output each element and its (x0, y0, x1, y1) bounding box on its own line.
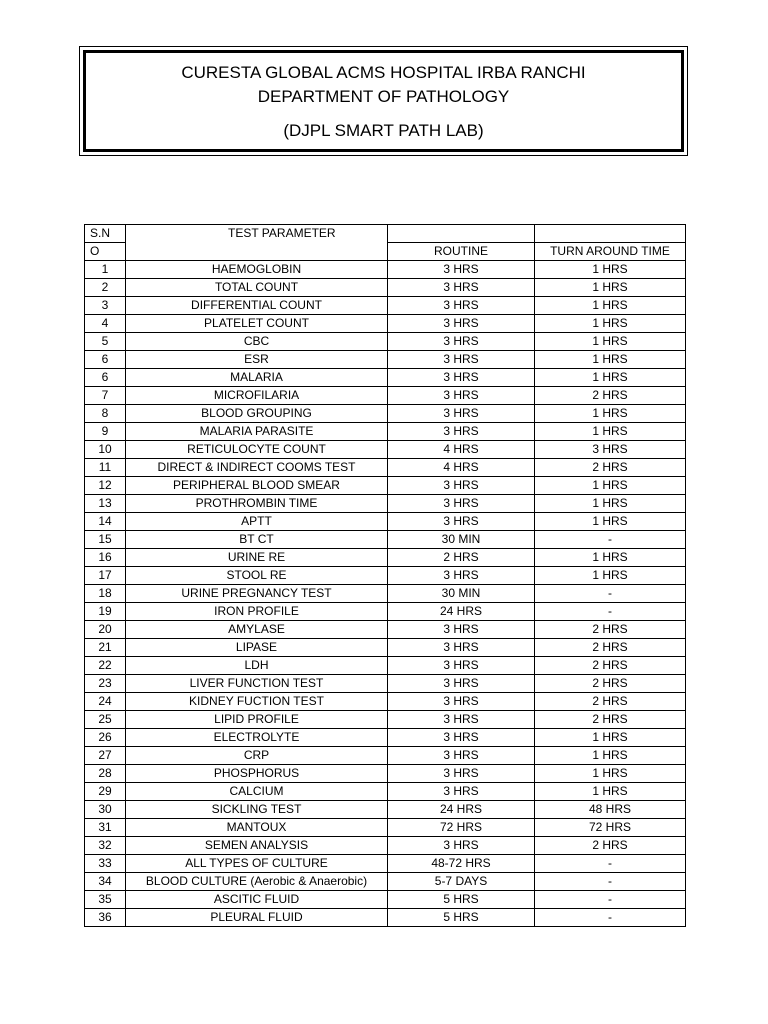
test-name-cell: APTT (126, 513, 388, 531)
serial-number-cell: 7 (85, 387, 126, 405)
serial-number-cell: 21 (85, 639, 126, 657)
turnaround-time-cell: - (535, 873, 686, 891)
test-name-cell: CRP (126, 747, 388, 765)
table-row (85, 459, 686, 477)
turnaround-time-cell: 1 HRS (535, 315, 686, 333)
table-row (85, 693, 686, 711)
serial-number-cell: 9 (85, 423, 126, 441)
turnaround-time-cell: 1 HRS (535, 729, 686, 747)
serial-number-cell: 34 (85, 873, 126, 891)
test-name-cell: MANTOUX (126, 819, 388, 837)
turnaround-time-cell: 1 HRS (535, 261, 686, 279)
test-name-cell: DIRECT & INDIRECT COOMS TEST (126, 459, 388, 477)
test-name-cell: LIPASE (126, 639, 388, 657)
table-row (85, 747, 686, 765)
serial-number-cell: 6 (85, 351, 126, 369)
routine-header: ROUTINE (388, 243, 535, 261)
routine-time-cell: 3 HRS (388, 837, 535, 855)
routine-time-cell: 48-72 HRS (388, 855, 535, 873)
routine-time-cell: 3 HRS (388, 657, 535, 675)
routine-time-cell: 30 MIN (388, 531, 535, 549)
turnaround-time-cell: 2 HRS (535, 657, 686, 675)
table-row (85, 675, 686, 693)
serial-number-cell: 24 (85, 693, 126, 711)
test-name-cell: PLEURAL FLUID (126, 909, 388, 927)
table-row (85, 801, 686, 819)
hospital-name: CURESTA GLOBAL ACMS HOSPITAL IRBA RANCHI (181, 63, 586, 82)
serial-number-cell: 1 (85, 261, 126, 279)
routine-time-cell: 3 HRS (388, 639, 535, 657)
table-row (85, 495, 686, 513)
table-row (85, 909, 686, 927)
table-row (85, 855, 686, 873)
turnaround-time-cell: 48 HRS (535, 801, 686, 819)
turnaround-time-cell: 1 HRS (535, 405, 686, 423)
table-row (85, 891, 686, 909)
routine-time-cell: 4 HRS (388, 441, 535, 459)
test-name-cell: SEMEN ANALYSIS (126, 837, 388, 855)
turnaround-time-cell: 1 HRS (535, 423, 686, 441)
table-row (85, 531, 686, 549)
serial-number-cell: 11 (85, 459, 126, 477)
serial-number-cell: 3 (85, 297, 126, 315)
test-name-cell: DIFFERENTIAL COUNT (126, 297, 388, 315)
serial-number-cell: 23 (85, 675, 126, 693)
table-row (85, 765, 686, 783)
table-body (85, 225, 686, 927)
turnaround-time-cell: 2 HRS (535, 387, 686, 405)
test-name-cell: BLOOD GROUPING (126, 405, 388, 423)
test-name-cell: URINE RE (126, 549, 388, 567)
test-name-cell: PLATELET COUNT (126, 315, 388, 333)
turnaround-time-cell: 1 HRS (535, 351, 686, 369)
turnaround-time-cell: 72 HRS (535, 819, 686, 837)
routine-time-cell: 3 HRS (388, 729, 535, 747)
serial-number-cell: 22 (85, 657, 126, 675)
turnaround-time-cell: 1 HRS (535, 495, 686, 513)
serial-number-cell: 35 (85, 891, 126, 909)
turnaround-time-cell: 2 HRS (535, 459, 686, 477)
serial-number-cell: 32 (85, 837, 126, 855)
test-name-cell: KIDNEY FUCTION TEST (126, 693, 388, 711)
serial-number-cell: 15 (85, 531, 126, 549)
table-row (85, 423, 686, 441)
serial-number-cell: 31 (85, 819, 126, 837)
routine-time-cell: 3 HRS (388, 423, 535, 441)
turnaround-time-cell: - (535, 909, 686, 927)
routine-time-cell: 3 HRS (388, 297, 535, 315)
routine-time-cell: 3 HRS (388, 261, 535, 279)
table-row (85, 261, 686, 279)
routine-time-cell: 5 HRS (388, 891, 535, 909)
turnaround-time-cell: 2 HRS (535, 621, 686, 639)
turnaround-time-cell: 2 HRS (535, 639, 686, 657)
serial-number-cell: 29 (85, 783, 126, 801)
table-row (85, 783, 686, 801)
header-inner-border (83, 50, 684, 152)
serial-number-cell: 10 (85, 441, 126, 459)
serial-number-cell: 18 (85, 585, 126, 603)
turnaround-time-cell: - (535, 585, 686, 603)
table-row (85, 279, 686, 297)
serial-number-cell: 19 (85, 603, 126, 621)
serial-number-cell: 5 (85, 333, 126, 351)
turnaround-time-cell: - (535, 891, 686, 909)
table-row (85, 405, 686, 423)
turnaround-time-cell: 1 HRS (535, 333, 686, 351)
lab-name: (DJPL SMART PATH LAB) (283, 121, 484, 140)
sno-header-part2: O (85, 243, 126, 261)
serial-number-cell: 14 (85, 513, 126, 531)
header-row-top (85, 225, 686, 243)
test-name-cell: MALARIA (126, 369, 388, 387)
turnaround-time-table (84, 224, 686, 927)
test-name-cell: LDH (126, 657, 388, 675)
turnaround-time-cell: 1 HRS (535, 477, 686, 495)
table-row (85, 477, 686, 495)
serial-number-cell: 28 (85, 765, 126, 783)
table-row (85, 837, 686, 855)
test-name-cell: IRON PROFILE (126, 603, 388, 621)
turnaround-time-cell: 1 HRS (535, 369, 686, 387)
table-row (85, 873, 686, 891)
routine-time-cell: 3 HRS (388, 765, 535, 783)
routine-time-cell: 3 HRS (388, 387, 535, 405)
table-row (85, 585, 686, 603)
test-name-cell: MICROFILARIA (126, 387, 388, 405)
turnaround-time-cell: 1 HRS (535, 765, 686, 783)
test-name-cell: STOOL RE (126, 567, 388, 585)
table-row (85, 729, 686, 747)
serial-number-cell: 4 (85, 315, 126, 333)
table-row (85, 351, 686, 369)
turnaround-time-cell: 2 HRS (535, 675, 686, 693)
routine-time-cell: 3 HRS (388, 693, 535, 711)
test-name-cell: BT CT (126, 531, 388, 549)
test-name-cell: SICKLING TEST (126, 801, 388, 819)
routine-time-cell: 24 HRS (388, 603, 535, 621)
serial-number-cell: 25 (85, 711, 126, 729)
routine-time-cell: 3 HRS (388, 675, 535, 693)
serial-number-cell: 20 (85, 621, 126, 639)
test-name-cell: ESR (126, 351, 388, 369)
turnaround-time-cell: - (535, 855, 686, 873)
serial-number-cell: 6 (85, 369, 126, 387)
turnaround-time-cell: 1 HRS (535, 783, 686, 801)
routine-time-cell: 24 HRS (388, 801, 535, 819)
test-name-cell: AMYLASE (126, 621, 388, 639)
turnaround-time-cell: - (535, 531, 686, 549)
table-row (85, 513, 686, 531)
serial-number-cell: 30 (85, 801, 126, 819)
table-row (85, 441, 686, 459)
header-box (79, 46, 688, 156)
turnaround-time-cell: 2 HRS (535, 693, 686, 711)
serial-number-cell: 27 (85, 747, 126, 765)
routine-time-cell: 30 MIN (388, 585, 535, 603)
serial-number-cell: 16 (85, 549, 126, 567)
serial-number-cell: 26 (85, 729, 126, 747)
table-row (85, 603, 686, 621)
turn-around-time-header: TURN AROUND TIME (535, 243, 686, 261)
table-row (85, 549, 686, 567)
test-name-cell: TOTAL COUNT (126, 279, 388, 297)
table-row (85, 333, 686, 351)
routine-time-cell: 3 HRS (388, 477, 535, 495)
test-name-cell: PHOSPHORUS (126, 765, 388, 783)
routine-time-cell: 3 HRS (388, 369, 535, 387)
test-name-cell: MALARIA PARASITE (126, 423, 388, 441)
serial-number-cell: 36 (85, 909, 126, 927)
routine-time-cell: 72 HRS (388, 819, 535, 837)
serial-number-cell: 13 (85, 495, 126, 513)
test-name-cell: ASCITIC FLUID (126, 891, 388, 909)
routine-time-cell: 4 HRS (388, 459, 535, 477)
routine-time-cell: 3 HRS (388, 279, 535, 297)
table-row (85, 639, 686, 657)
turnaround-time-cell: 2 HRS (535, 837, 686, 855)
table-row (85, 819, 686, 837)
turnaround-time-cell: 1 HRS (535, 747, 686, 765)
serial-number-cell: 12 (85, 477, 126, 495)
routine-time-cell: 3 HRS (388, 783, 535, 801)
table-row (85, 621, 686, 639)
test-name-cell: PROTHROMBIN TIME (126, 495, 388, 513)
routine-time-cell: 3 HRS (388, 351, 535, 369)
test-name-cell: ALL TYPES OF CULTURE (126, 855, 388, 873)
routine-time-cell: 3 HRS (388, 747, 535, 765)
serial-number-cell: 2 (85, 279, 126, 297)
turnaround-time-cell: 1 HRS (535, 297, 686, 315)
test-name-cell: CALCIUM (126, 783, 388, 801)
turnaround-time-cell: 3 HRS (535, 441, 686, 459)
test-name-cell: ELECTROLYTE (126, 729, 388, 747)
test-name-cell: CBC (126, 333, 388, 351)
turnaround-time-cell: - (535, 603, 686, 621)
table-row (85, 387, 686, 405)
turnaround-time-cell: 2 HRS (535, 711, 686, 729)
test-name-cell: URINE PREGNANCY TEST (126, 585, 388, 603)
test-name-cell: HAEMOGLOBIN (126, 261, 388, 279)
routine-time-cell: 3 HRS (388, 333, 535, 351)
table-row (85, 711, 686, 729)
routine-time-cell: 3 HRS (388, 513, 535, 531)
turnaround-time-cell: 1 HRS (535, 549, 686, 567)
test-name-cell: PERIPHERAL BLOOD SMEAR (126, 477, 388, 495)
routine-time-cell: 3 HRS (388, 621, 535, 639)
test-parameter-header: TEST PARAMETER (126, 225, 388, 261)
tat-header-blank (535, 225, 686, 243)
routine-time-cell: 5-7 DAYS (388, 873, 535, 891)
routine-time-cell: 5 HRS (388, 909, 535, 927)
test-name-cell: BLOOD CULTURE (Aerobic & Anaerobic) (126, 873, 388, 891)
department-name: DEPARTMENT OF PATHOLOGY (257, 87, 510, 106)
turnaround-time-cell: 1 HRS (535, 567, 686, 585)
routine-time-cell: 3 HRS (388, 405, 535, 423)
routine-time-cell: 3 HRS (388, 567, 535, 585)
routine-time-cell: 3 HRS (388, 495, 535, 513)
test-name-cell: RETICULOCYTE COUNT (126, 441, 388, 459)
serial-number-cell: 17 (85, 567, 126, 585)
turnaround-time-cell: 1 HRS (535, 513, 686, 531)
routine-time-cell: 2 HRS (388, 549, 535, 567)
table-row (85, 657, 686, 675)
sno-header-part1: S.N (85, 225, 126, 243)
test-name-cell: LIVER FUNCTION TEST (126, 675, 388, 693)
routine-time-cell: 3 HRS (388, 711, 535, 729)
turnaround-time-cell: 1 HRS (535, 279, 686, 297)
table-row (85, 315, 686, 333)
serial-number-cell: 8 (85, 405, 126, 423)
table-row (85, 369, 686, 387)
routine-header-blank (388, 225, 535, 243)
test-name-cell: LIPID PROFILE (126, 711, 388, 729)
table-row (85, 297, 686, 315)
routine-time-cell: 3 HRS (388, 315, 535, 333)
serial-number-cell: 33 (85, 855, 126, 873)
table-row (85, 567, 686, 585)
